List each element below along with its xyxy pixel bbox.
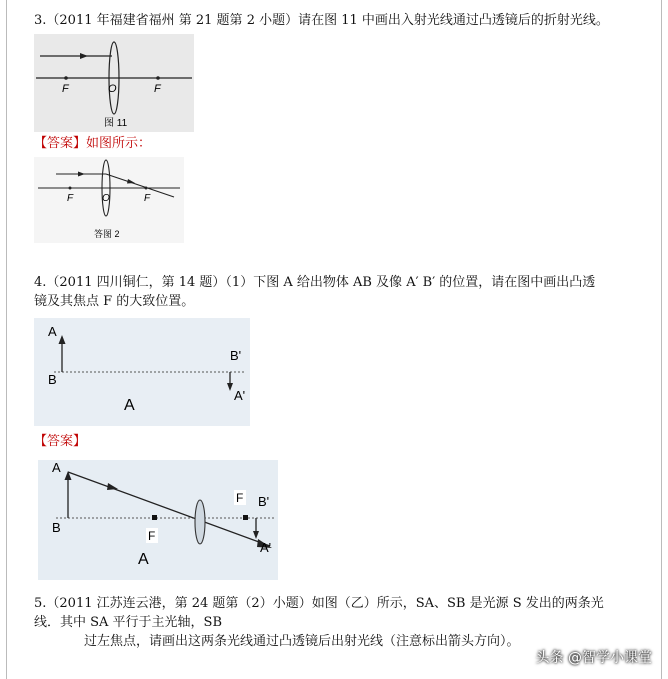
q4-line1: 4.（2011 四川铜仁，第 14 题）（1）下图 A 给出物体 AB 及像 A′ B′ 的位置，请在图中画出凸透 [34,275,596,290]
q3-figure [34,34,194,132]
q3-fig-caption: 图 11 [104,118,128,129]
q4-fig-a: A [48,324,57,339]
q4-ans-a: A [52,460,61,475]
q3-label-f-right: F [154,83,161,95]
watermark-text: 头条 @智学小课堂 [535,650,652,666]
q4-figure [34,318,250,426]
q3-ans-f-left: F [67,193,74,204]
q3-label-o: O [108,83,117,95]
q4-fig-b2: B' [230,348,242,363]
q4-ans-a2: A' [260,540,272,555]
q4-answer-figure [38,460,278,580]
q3-ans-f-right: F [144,193,151,204]
q3-ans-o: O [102,193,110,204]
q4-ans-b2: B' [258,494,270,509]
q4-answer: 【答案】 [34,434,87,449]
q3-answer-figure [34,157,184,243]
watermark [536,647,652,667]
q4-fig-label: A [124,397,135,414]
q3-text: 3.（2011 年福建省福州 第 21 题第 2 小题）请在图 11 中画出入射光线通过凸透镜后的折射光线。 [34,13,609,28]
q4-fig-a2: A' [234,388,246,403]
q4-ans-f2: F [236,491,244,505]
q5-line3: 过左焦点，请画出这两条光线通过凸透镜后出射光线（注意标出箭头方向）。 [84,634,520,649]
q3-answer: 【答案】如图所示： [34,136,152,151]
q4-ans-b: B [52,520,61,535]
q4-fig-b: B [48,372,57,387]
q5-line2: 线．其中 SA 平行于主光轴，SB [34,615,223,630]
q3-ans-caption: 答图 2 [94,229,120,239]
q3-label-f-left: F [62,83,69,95]
q4-ans-label: A [138,551,149,568]
q5-line1: 5.（2011 江苏连云港，第 24 题第（2）小题）如图（乙）所示，SA、SB 是光源 S 发出的两条光 [34,596,604,611]
q4-line2: 镜及其焦点 F 的大致位置。 [34,294,195,309]
q4-ans-f1: F [148,529,156,543]
